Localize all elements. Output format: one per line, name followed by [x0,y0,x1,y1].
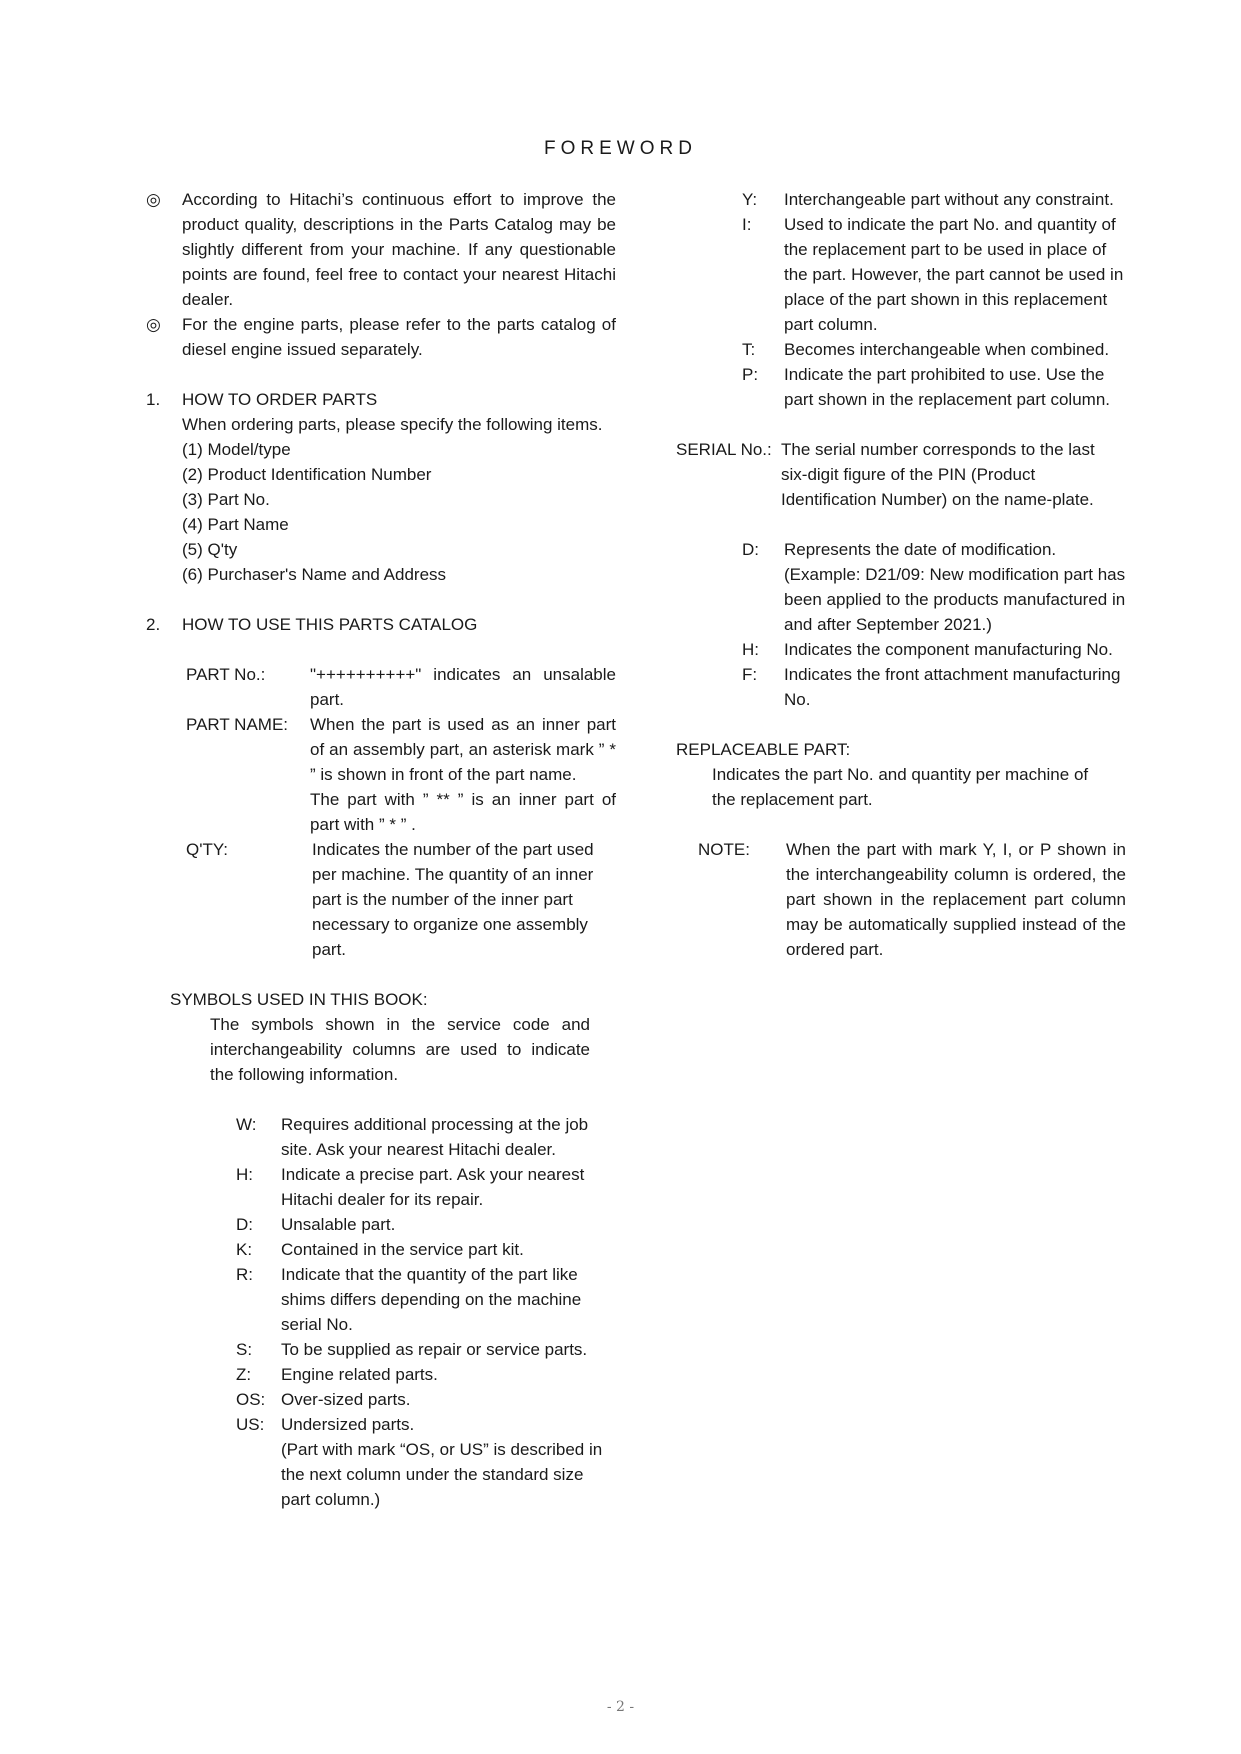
section-heading: HOW TO USE THIS PARTS CATALOG [182,615,478,634]
field-label: PART No.: [186,665,266,684]
section-number: 1. [146,390,161,409]
serial-code-item [742,537,1126,637]
symbol-text: Unsalable part. [281,1215,396,1234]
section-how-to-use [146,612,616,637]
symbol-code: K: [236,1240,253,1259]
section-intro: When ordering parts, please specify the following items. [182,415,603,434]
symbol-text: Undersized parts. [281,1415,415,1434]
symbol-item [236,1162,616,1212]
symbol-code: Z: [236,1365,252,1384]
note-bullet-icon: ◎ [146,315,161,334]
serial-code-text: Indicates the front attachment manufacturing No. [784,665,1121,709]
field-description: Indicates the number of the part used per machine. The quantity of an inner part is the number of the inner part necessary to organize one assembly part. [312,840,594,959]
symbol-item [236,1337,616,1362]
order-item: (2) Product Identification Number [182,465,432,484]
replaceable-heading: REPLACEABLE PART: [676,740,851,759]
note-bullet-icon: ◎ [146,190,161,209]
symbol-item [236,1262,616,1337]
section-how-to-order [146,387,616,587]
note-text: For the engine parts, please refer to the parts catalog of diesel engine issued separately. [182,315,616,359]
foreword-note [146,312,616,362]
note-text: According to Hitachi’s continuous effort to improve the product quality, descriptions in the Parts Catalog may be slightly different from your machine. If any questionable points are found, feel free to contact your nearest Hitachi dealer. [182,190,616,309]
field-description: The part with ” ** ” is an inner part of part with ” * ” . [310,790,616,834]
serial-codes-list [742,537,1126,712]
serial-label: SERIAL No.: [676,440,772,459]
page-title: FOREWORD [544,138,697,159]
symbol-text: Engine related parts. [281,1365,438,1384]
serial-text: The serial number corresponds to the last six-digit figure of the PIN (Product Identification Number) on the name-plate. [781,440,1095,509]
section-number: 2. [146,615,161,634]
interchange-code: I: [742,215,752,234]
symbol-item [236,1387,616,1412]
symbol-item [236,1237,616,1262]
field-qty [186,837,616,962]
serial-code: D: [742,540,759,559]
serial-number-definition [676,437,1126,512]
field-description: When the part is used as an inner part of an assembly part, an asterisk mark ” * ” is shown in front of the part name. [310,715,616,784]
interchange-list [742,187,1126,412]
serial-code-item [742,637,1126,662]
interchange-text: Used to indicate the part No. and quantity of the replacement part to be used in place of the part. However, the part cannot be used in place of the part shown in this replacement part column. [784,215,1124,334]
symbol-text: To be supplied as repair or service parts. [281,1340,588,1359]
symbol-text: Indicate a precise part. Ask your nearest Hitachi dealer for its repair. [281,1165,585,1209]
symbol-code: US: [236,1415,265,1434]
interchange-code: T: [742,340,756,359]
order-item: (6) Purchaser's Name and Address [182,565,447,584]
replaceable-part-section [676,737,1126,812]
field-part-no [186,662,616,712]
symbol-code: S: [236,1340,253,1359]
note-label: NOTE: [698,840,750,859]
serial-code-text: Indicates the component manufacturing No. [784,640,1113,659]
page-number: - 2 - [606,1699,635,1715]
interchange-text: Indicate the part prohibited to use. Use the part shown in the replacement part column. [784,365,1111,409]
symbol-code: D: [236,1215,253,1234]
interchange-item [742,337,1126,362]
symbol-item [236,1112,616,1162]
note-section [698,837,1126,962]
symbol-code: H: [236,1165,253,1184]
serial-code: H: [742,640,759,659]
replaceable-text: Indicates the part No. and quantity per machine of the replacement part. [712,765,1089,809]
interchange-item [742,362,1126,412]
interchange-code: P: [742,365,759,384]
interchange-item [742,187,1126,212]
interchange-item [742,212,1126,337]
symbols-heading: SYMBOLS USED IN THIS BOOK: [170,990,428,1009]
order-item: (5) Q'ty [182,540,238,559]
note-text: When the part with mark Y, I, or P shown in the interchangeability column is ordered, the part shown in the replacement part column may be automatically supplied instead of the ordered part. [786,840,1126,959]
order-item: (3) Part No. [182,490,270,509]
symbols-list [236,1112,616,1512]
serial-code: F: [742,665,758,684]
symbol-code: OS: [236,1390,266,1409]
symbol-text: Requires additional processing at the job site. Ask your nearest Hitachi dealer. [281,1115,589,1159]
symbol-text: Indicate that the quantity of the part like shims differs depending on the machine serial No. [281,1265,582,1334]
order-item: (4) Part Name [182,515,289,534]
symbols-section [170,987,616,1087]
symbol-item [236,1212,616,1237]
symbol-code: W: [236,1115,257,1134]
symbol-footnote: (Part with mark “OS, or US” is described in the next column under the standard size part column.) [281,1440,603,1509]
field-label: PART NAME: [186,715,289,734]
order-item: (1) Model/type [182,440,291,459]
symbol-text: Over-sized parts. [281,1390,411,1409]
symbols-intro: The symbols shown in the service code and interchangeability columns are used to indicate the following information. [210,1015,590,1084]
field-definitions [186,662,616,962]
serial-code-text: Represents the date of modification. (Example: D21/09: New modification part has been applied to the products manufactured in and after September 2021.) [784,540,1126,634]
serial-code-item [742,662,1126,712]
interchange-text: Becomes interchangeable when combined. [784,340,1110,359]
left-column [146,187,616,1512]
symbol-code: R: [236,1265,253,1284]
interchange-text: Interchangeable part without any constraint. [784,190,1114,209]
field-label: Q'TY: [186,840,228,859]
section-heading: HOW TO ORDER PARTS [182,390,378,409]
interchange-code: Y: [742,190,758,209]
right-column [676,187,1126,962]
symbol-item [236,1412,616,1512]
symbol-item [236,1362,616,1387]
field-part-name [186,712,616,837]
foreword-note [146,187,616,312]
symbol-text: Contained in the service part kit. [281,1240,524,1259]
field-description: "++++++++++" indicates an unsalable part. [310,665,616,709]
